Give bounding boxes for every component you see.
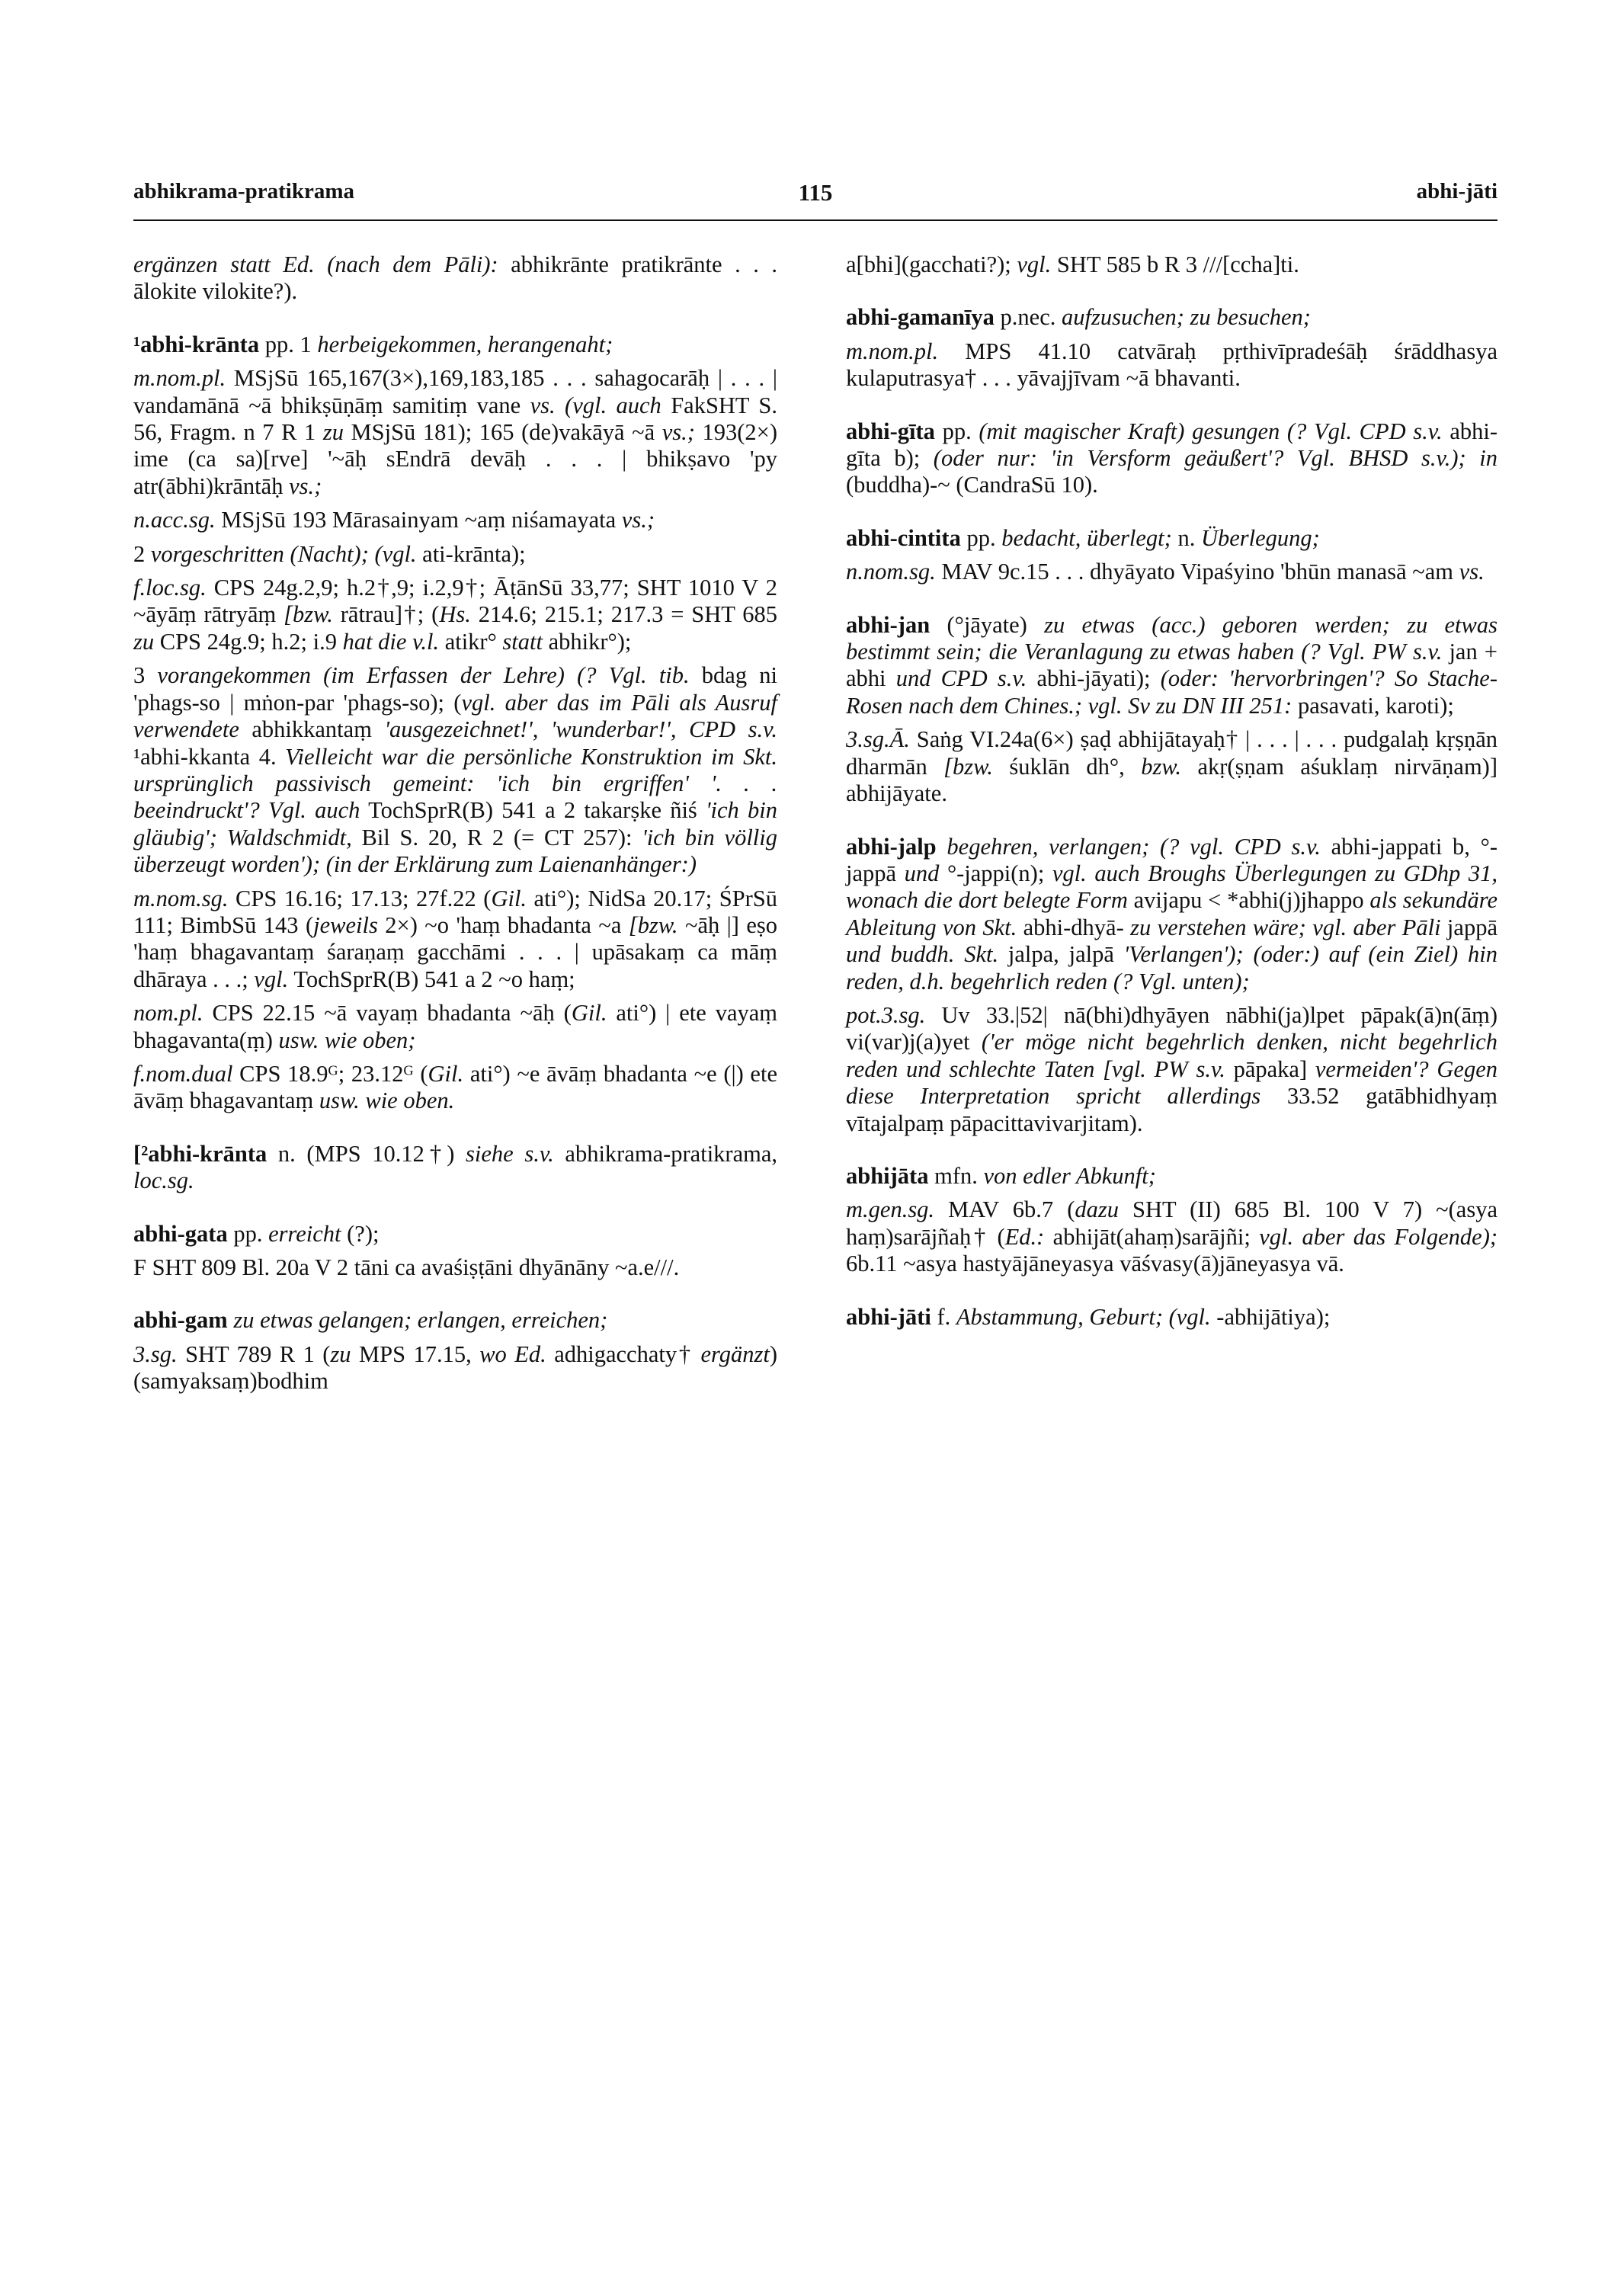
italic-text: Hs. (439, 601, 471, 628)
italic-text: (oder nur: 'in Versform geäußert'? Vgl. BHSD s.v.); in (933, 445, 1497, 472)
italic-text: begehren, verlangen; (? vgl. CPD s.v. (947, 833, 1321, 860)
italic-text: 3.sg.Ā. (846, 726, 910, 753)
text-segment: (buddha)-~ (CandraSū 10). (846, 472, 1098, 498)
headword: abhi-gata (133, 1220, 228, 1247)
text-segment: ati°) ~e āvāṃ bhadanta ~e (|) ete āvāṃ bhagavantaṃ (133, 1060, 777, 1114)
italic-text: als sekundäre Ableitung von Skt. (846, 887, 1497, 940)
italic-text: erreicht (268, 1220, 341, 1247)
text-segment: ati-krānta); (416, 540, 526, 567)
text-segment: abhikrama-pratikrama, (553, 1140, 777, 1167)
italic-text: 'ich bin gläubig'; Waldschmidt, (133, 797, 777, 850)
italic-text: n.acc.sg. (133, 507, 216, 533)
italic-text: vs. (1459, 559, 1485, 585)
text-segment: ati°) | ete vayaṃ bhagavanta(ṃ) (133, 1000, 778, 1053)
entry-lemma-line (846, 525, 1497, 552)
entry-lemma-line (133, 1221, 777, 1248)
text-segment: MSjSū 181); 165 (de)vakāyā ~ā (343, 419, 662, 446)
text-segment: abhijāt(ahaṃ)sarājñi; (1044, 1223, 1260, 1250)
dictionary-entry-cont (846, 251, 1497, 278)
entry-citation (133, 1000, 777, 1054)
text-segment: abhi-jappati b, °-jappā (846, 833, 1498, 886)
entry-lemma-line (846, 1163, 1497, 1190)
dictionary-entry-abhi-gam (133, 1307, 777, 1395)
text-segment: akṛ(ṣṇam aśuklaṃ nirvāṇam)] abhijāyate. (846, 753, 1497, 807)
text-segment: CPS 16.16; 17.13; 27f.22 ( (228, 885, 492, 911)
headword: [²abhi-krānta (133, 1140, 267, 1167)
italic-text: m.nom.pl. (846, 338, 939, 364)
right-column (846, 251, 1497, 1357)
text-segment: avijapu < *abhi(j)jhappo (1127, 887, 1370, 914)
text-segment: (°jāyate) (930, 611, 1045, 638)
header-rule (133, 219, 1497, 221)
text-segment: jan + abhi (846, 639, 1497, 692)
italic-text: zu verstehen wäre; vgl. aber Pāli (1130, 914, 1441, 940)
dictionary-entry-abhi-kranta-1 (133, 332, 777, 1115)
text-segment: pp. (227, 1220, 269, 1247)
italic-text: m.nom.pl. (133, 365, 226, 392)
text-segment: a[bhi](gacchati?); (846, 251, 1017, 277)
entry-lemma-line (133, 1307, 777, 1334)
italic-text: vs. (vgl. auch (530, 392, 661, 418)
text-segment: 193(2×) ime (ca sa)[rve] '~āḥ sEndrā devāḥ . . . | bhikṣavo 'py atr(ābhi)krāntāḥ (133, 419, 777, 499)
entry-citation (133, 365, 777, 500)
italic-text: wo Ed. (479, 1340, 546, 1367)
italic-text: herbeigekommen, herangenaht; (317, 331, 613, 357)
italic-text: Gil. (428, 1060, 464, 1087)
dictionary-entry-abhi-jan (846, 612, 1497, 808)
entry-citation (846, 1196, 1497, 1277)
text-segment: abhikrānte pratikrānte . . . ālokite vilokite?). (133, 251, 777, 305)
text-segment: rātrau]†; ( (332, 601, 440, 628)
entry-citation (133, 1341, 777, 1395)
text-segment: -abhijātiya); (1210, 1303, 1331, 1330)
text-segment: MAV 6b.7 ( (934, 1196, 1075, 1223)
text-segment: ati°); NidSa 20.17; ŚPrSū 111; BimbSū 143 ( (133, 885, 777, 938)
italic-text: jeweils (313, 911, 378, 938)
italic-text: vgl. aber das im Pāli als Ausruf verwendete (133, 689, 777, 743)
left-column (133, 251, 777, 1421)
text-segment: F SHT 809 Bl. 20a V 2 tāni ca avaśiṣṭāni dhyānāny ~a.e///. (133, 1254, 680, 1280)
entry-citation (846, 726, 1497, 807)
text-segment: n. (1171, 524, 1201, 551)
headword: abhi-gamanīya (846, 304, 995, 331)
running-header (133, 179, 1497, 217)
headword: abhi-jan (846, 611, 931, 638)
italic-text: Abstammung, Geburt; (vgl. (956, 1303, 1211, 1330)
italic-text: bedacht, überlegt; (1001, 524, 1172, 551)
italic-text: usw. wie oben; (278, 1027, 416, 1053)
dictionary-entry-abhijata (846, 1163, 1497, 1278)
italic-text: n.nom.sg. (846, 559, 936, 585)
entry-lemma-line (133, 1141, 777, 1195)
italic-text: zu (133, 628, 155, 655)
italic-text: [bzw. (628, 911, 678, 938)
headword: abhi-jalp (846, 833, 937, 860)
entry-citation (133, 507, 777, 533)
headword: ¹abhi-krānta (133, 331, 260, 357)
italic-text: siehe s.v. (466, 1140, 554, 1167)
headword: abhi-gam (133, 1307, 228, 1334)
text-segment: f. (931, 1303, 956, 1330)
text-segment: (?); (341, 1220, 380, 1247)
text-segment (937, 834, 947, 860)
italic-text: Vielleicht war die persönliche Konstruktion im Skt. ursprünglich passivisch gemeint: 'ich bin ergriffen' '. . . beeindruckt'? Vgl. auch (133, 743, 777, 824)
text-segment: pāpaka] (1225, 1055, 1315, 1082)
text-segment: 6b.11 ~asya hastyājāneyasya vāśvasy(ā)jāneyasya vā. (846, 1251, 1344, 1277)
text-segment: ) (samyaksaṃ)bodhim (133, 1340, 777, 1395)
text-segment: Bil S. 20, R 2 (= CT 257): (351, 824, 642, 850)
entry-lemma-line (846, 251, 1497, 278)
italic-text: Gil. (491, 885, 527, 911)
entry-lemma-line (133, 332, 777, 358)
italic-text: und CPD s.v. (895, 665, 1027, 692)
headword: abhi-gīta (846, 418, 935, 444)
italic-text: vermeiden'? Gegen diese Interpretation spricht allerdings (846, 1055, 1497, 1110)
italic-text: ergänzt (700, 1340, 770, 1367)
dictionary-entry-cont (133, 251, 777, 306)
italic-text: Gil. (571, 1000, 607, 1027)
italic-text: und (904, 860, 940, 886)
text-segment: ~āḥ |] eṣo 'haṃ bhagavantaṃ śaraṇaṃ gacchāmi . . . | upāsakaṃ ca māṃ dhāraya . . .; (133, 911, 777, 992)
italic-text: 3.sg. (133, 1340, 178, 1367)
dictionary-entry-abhi-jati (846, 1304, 1497, 1331)
italic-text: nom.pl. (133, 1000, 203, 1027)
text-segment: pasavati, karoti); (1292, 692, 1454, 719)
italic-text: vgl. (254, 966, 289, 992)
entry-citation (133, 575, 777, 655)
italic-text: vs.; (621, 507, 655, 533)
italic-text: m.gen.sg. (846, 1196, 935, 1223)
dictionary-entry-abhi-gita (846, 418, 1497, 499)
italic-text: 'ausgezeichnet!', 'wunderbar!', CPD s.v. (384, 716, 777, 743)
italic-text: vs.; (661, 419, 695, 446)
italic-text: [bzw. (283, 601, 333, 628)
headword: abhijāta (846, 1162, 929, 1189)
italic-text: statt (502, 628, 543, 655)
text-segment: °-jappi(n); (939, 860, 1052, 886)
italic-text: vs.; (289, 472, 322, 499)
italic-text: vgl. auch Broughs Überlegungen zu GDhp 31, wonach die dort belegte Form (846, 860, 1497, 914)
text-segment: p.nec. (994, 304, 1062, 331)
text-segment: TochSprR(B) 541 a 2 takarṣke ñiś (360, 797, 706, 824)
italic-text: vorgeschritten (Nacht); (vgl. (150, 540, 417, 567)
text-segment: adhigacchaty† (546, 1340, 701, 1367)
italic-text: vorangekommen (im Erfassen der Lehre) (? Vgl. tib. (157, 662, 690, 689)
text-segment: CPS 18.9ᴳ; 23.12ᴳ ( (232, 1060, 428, 1087)
headword: abhi-cintita (846, 524, 961, 551)
text-segment: atikr° (439, 628, 503, 655)
headword: abhi-jāti (846, 1303, 931, 1330)
italic-text: zu etwas (acc.) geboren werden; zu etwas bestimmt sein; die Veranlagung zu etwas haben (? Vgl. PW s.v. (846, 611, 1497, 665)
italic-text: Überlegung; (1200, 524, 1320, 551)
text-segment: CPS 22.15 ~ā vayaṃ bhadanta ~āḥ ( (203, 1000, 572, 1027)
text-segment: MAV 9c.15 . . . dhyāyato Vipaśyino 'bhūn manasā ~am (935, 559, 1459, 585)
text-segment: TochSprR(B) 541 a 2 ~o haṃ; (288, 966, 575, 992)
text-segment: abhikkantaṃ (239, 716, 385, 743)
italic-text: Ed.: (1004, 1223, 1045, 1250)
italic-text: dazu (1075, 1196, 1119, 1223)
text-segment: Uv 33.|52| nā(bhi)dhyāyen nābhi(ja)lpet pāpak(ā)n(āṃ) vi(var)j(a)yet (846, 1001, 1497, 1055)
text-segment: abhi-dhyā- (1017, 914, 1131, 940)
entry-citation (133, 662, 777, 878)
page-number: 115 (798, 179, 833, 206)
text-segment: SHT (II) 685 Bl. 100 V 7) ~(asya haṃ)sarājñaḥ† ( (846, 1196, 1497, 1250)
italic-text: vgl. aber das Folgende); (1259, 1223, 1498, 1250)
italic-text: ('er möge nicht begehrlich denken, nicht begehrlich reden und schlechte Taten [vgl. PW s.v. (846, 1029, 1497, 1082)
text-segment: pp. (934, 418, 979, 444)
header-left-guideword: abhikrama-pratikrama (133, 179, 354, 203)
entry-citation (846, 1002, 1497, 1137)
text-segment: abhi-jāyati); (1027, 665, 1161, 692)
italic-text: 'ich bin völlig überzeugt worden'); (in der Erklärung zum Laienanhänger:) (133, 824, 777, 878)
text-segment: jalpa, jalpā (998, 941, 1124, 968)
text-segment: Saṅg VI.24a(6×) ṣaḍ abhijātayaḥ† | . . . | . . . pudgalaḥ kṛṣṇān dharmān (846, 726, 1497, 780)
entry-lemma-line (133, 251, 777, 306)
italic-text: f.nom.dual (133, 1060, 233, 1087)
text-segment: FakSHT S. 56, Fragm. n 7 R 1 (133, 392, 778, 446)
italic-text: m.nom.sg. (133, 885, 229, 911)
italic-text: ergänzen statt Ed. (nach dem Pāli): (133, 251, 498, 277)
italic-text: vgl. (1017, 251, 1052, 277)
text-segment: n. (MPS 10.12†) (267, 1140, 466, 1167)
dictionary-entry-abhi-cintita (846, 525, 1497, 586)
entry-lemma-line (846, 418, 1497, 499)
text-segment: śuklān dh°, (992, 753, 1142, 780)
italic-text: aufzusuchen; zu besuchen; (1061, 304, 1311, 331)
italic-text: usw. wie oben. (319, 1087, 455, 1114)
text-segment: mfn. (928, 1162, 984, 1189)
text-segment: MSjSū 193 Mārasainyam ~aṃ niśamayata (215, 507, 622, 533)
text-segment: SHT 585 b R 3 ///[ccha]ti. (1051, 251, 1299, 277)
entry-citation (133, 1254, 777, 1281)
entry-lemma-line (846, 1304, 1497, 1331)
text-segment: SHT 789 R 1 ( (177, 1340, 331, 1367)
text-segment: pp. (960, 524, 1002, 551)
text-segment: 2 (133, 540, 151, 567)
italic-text: [bzw. (943, 753, 993, 780)
italic-text: pot.3.sg. (846, 1001, 926, 1028)
text-segment: MPS 41.10 catvāraḥ pṛthivīpradeśāḥ śrāddhasya kulaputrasya† . . . yāvajjīvam ~ā bhavanti. (846, 338, 1497, 392)
entry-lemma-line (846, 304, 1497, 331)
text-segment: MPS 17.15, (351, 1340, 480, 1367)
entry-lemma-line (846, 612, 1497, 720)
text-segment: MSjSū 165,167(3×),169,183,185 . . . sahagocarāḥ | . . . | vandamānā ~ā bhikṣūṇāṃ samitiṃ vane (133, 365, 777, 418)
italic-text: f.loc.sg. (133, 575, 207, 601)
text-segment: CPS 24g.2,9; h.2†,9; i.2,9†; ĀṭānSū 33,77; SHT 1010 V 2 ~āyāṃ rātryāṃ (133, 575, 777, 628)
italic-text: 'Verlangen'); (oder:) auf (ein Ziel) hin reden, d.h. begehrlich reden (? Vgl. unten); (846, 941, 1498, 995)
text-segment: pp. 1 (259, 331, 318, 357)
italic-text: zu (330, 1340, 351, 1367)
entry-lemma-line (846, 834, 1497, 995)
entry-citation (133, 886, 777, 994)
entry-citation (846, 559, 1497, 585)
text-segment: 2×) ~o 'haṃ bhadanta ~a (377, 911, 629, 938)
text-segment: abhi-gīta b); (846, 418, 1497, 472)
entry-citation (133, 1061, 777, 1115)
text-segment: abhikr°); (542, 628, 632, 655)
italic-text: zu etwas gelangen; erlangen, erreichen; (233, 1307, 608, 1334)
text-segment: 214.6; 215.1; 217.3 = SHT 685 (470, 601, 778, 628)
dictionary-entry-abhi-gamaniya (846, 304, 1497, 392)
italic-text: von edler Abkunft; (983, 1162, 1156, 1189)
dictionary-entry-abhi-jalp (846, 834, 1497, 1137)
dictionary-entry-abhi-gata (133, 1221, 777, 1282)
entry-citation (133, 541, 777, 568)
text-segment: ¹abhi-kkanta 4. (133, 743, 286, 770)
italic-text: zu (322, 419, 344, 446)
dictionary-entry-abhi-kranta-2 (133, 1141, 777, 1195)
italic-text: (mit magischer Kraft) gesungen (? Vgl. CPD s.v. (979, 418, 1443, 444)
text-segment: CPS 24g.9; h.2; i.9 (154, 628, 343, 655)
text-segment: 33.52 gatābhidhyaṃ vītajalpaṃ pāpacittavivarjitam). (846, 1083, 1497, 1136)
entry-citation (846, 338, 1497, 392)
text-segment: 3 (133, 662, 158, 689)
italic-text: loc.sg. (133, 1168, 194, 1194)
italic-text: hat die v.l. (342, 628, 440, 655)
italic-text: (oder: 'hervorbringen'? So Stache-Rosen nach dem Chines.; vgl. Sv zu DN III 251: (846, 665, 1497, 719)
header-right-guideword: abhi-jāti (1416, 179, 1497, 203)
italic-text: und buddh. Skt. (846, 941, 999, 968)
text-segment: jappā (1440, 914, 1497, 940)
text-segment: bdag ni 'phags-so | mṅon-par 'phags-so); ( (133, 662, 777, 716)
italic-text: bzw. (1141, 753, 1182, 780)
